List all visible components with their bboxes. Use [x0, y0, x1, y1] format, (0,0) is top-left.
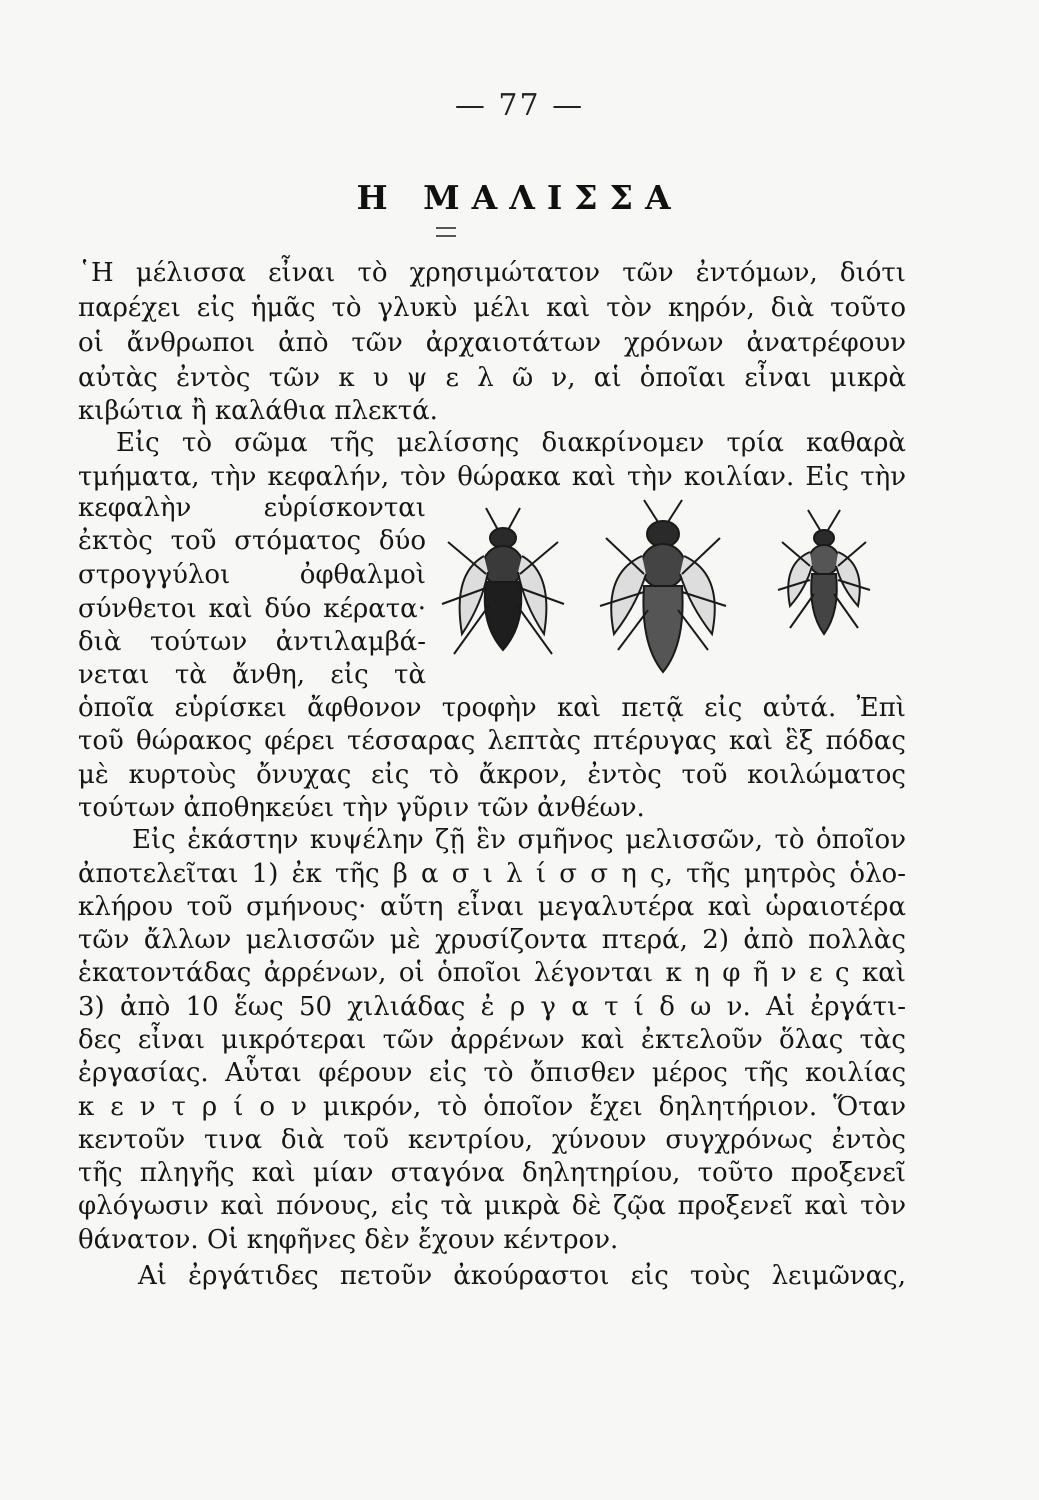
text-line: τοῦ θώρακος φέρει τέσσαρας λεπτὰς πτέρυγας καὶ ἓξ πόδας — [78, 726, 906, 756]
text-line: ἐκτὸς τοῦ στόματος δύο — [78, 526, 426, 556]
text-line: κεντοῦν τινα διὰ τοῦ κεντρίου, χύνουν συγχρόνως ἐντὸς — [78, 1125, 906, 1155]
text-line: κλήρου τοῦ σμήνους· αὕτη εἶναι μεγαλυτέρα καὶ ὡραιοτέρα — [78, 892, 906, 922]
text-line: ῾Η μέλισσα εἶναι τὸ χρησιμώτατον τῶν ἐντόμων, διότι — [78, 258, 906, 288]
text-line: κιβώτια ἢ καλάθια πλεκτά. — [78, 396, 438, 426]
text-line: 3) ἀπὸ 10 ἕως 50 χιλιάδας ἐ ρ γ α τ ί δ ω ν. Αἱ ἐργάτι- — [78, 992, 906, 1022]
queen-bee-figure — [442, 508, 564, 654]
text-line: αὐτὰς ἐντὸς τῶν κ υ ψ ε λ ῶ ν, αἱ ὁποῖαι εἶναι μικρὰ — [78, 363, 906, 393]
text-line: ἀποτελεῖται 1) ἐκ τῆς β α σ ι λ ί σ σ η ς, τῆς μητρὸς ὁλο- — [78, 859, 906, 889]
drone-bee-figure — [600, 500, 726, 672]
text-line: στρογγύλοι ὀφθαλμοὶ — [78, 560, 426, 590]
text-line: ὁποῖα εὑρίσκει ἄφθονον τροφὴν καὶ πετᾷ εἰς αὐτά. Ἐπὶ — [78, 693, 906, 723]
chapter-heading: Η ΜΑΛΙΣΣΑ — [356, 178, 683, 217]
text-line: τούτων ἀποθηκεύει τὴν γῦριν τῶν ἀνθέων. — [78, 793, 645, 823]
text-line: τῆς πληγῆς καὶ μίαν σταγόνα δηλητηρίου, τοῦτο προξενεῖ — [78, 1158, 906, 1188]
text-line: νεται τὰ ἄνθη, εἰς τὰ — [78, 660, 426, 690]
text-line: κ ε ν τ ρ ί ο ν μικρόν, τὸ ὁποῖον ἔχει δηλητήριον. Ὅταν — [78, 1092, 906, 1122]
text-line: οἱ ἄνθρωποι ἀπὸ τῶν ἀρχαιοτάτων χρόνων ἀνατρέφουν — [78, 328, 906, 358]
text-line: ἐργασίας. Αὗται φέρουν εἰς τὸ ὄπισθεν μέρος τῆς κοιλίας — [78, 1058, 906, 1088]
bees-figure — [432, 494, 892, 684]
text-line: θάνατον. Οἱ κηφῆνες δὲν ἔχουν κέντρον. — [78, 1225, 619, 1255]
text-line: μὲ κυρτοὺς ὄνυχας εἰς τὸ ἄκρον, ἐντὸς τοῦ κοιλώματος — [78, 760, 906, 790]
text-line: φλόγωσιν καὶ πόνους, εἰς τὰ μικρὰ δὲ ζῷα προξενεῖ καὶ τὸν — [78, 1191, 906, 1221]
page-number: — 77 — — [454, 88, 585, 123]
heading-underline — [436, 227, 456, 237]
worker-bee-figure — [778, 510, 870, 634]
bee-illustration — [432, 494, 892, 684]
text-line: τῶν ἄλλων μελισσῶν μὲ χρυσίζοντα πτερά, 2) ἀπὸ πολλὰς — [78, 925, 906, 955]
text-line: Εἰς ἑκάστην κυψέλην ζῇ ἓν σμῆνος μελισσῶν, τὸ ὁποῖον — [132, 825, 906, 855]
text-line: διὰ τούτων ἀντιλαμβά- — [78, 627, 426, 657]
text-line: σύνθετοι καὶ δύο κέρατα· — [78, 594, 426, 624]
text-line: Εἰς τὸ σῶμα τῆς μελίσσης διακρίνομεν τρία καθαρὰ — [116, 428, 906, 458]
text-line: τμήματα, τὴν κεφαλήν, τὸν θώρακα καὶ τὴν κοιλίαν. Εἰς τὴν — [78, 462, 906, 492]
text-line: Αἱ ἐργάτιδες πετοῦν ἀκούραστοι εἰς τοὺς λειμῶνας, — [138, 1261, 906, 1291]
text-line: παρέχει εἰς ἡμᾶς τὸ γλυκὺ μέλι καὶ τὸν κηρόν, διὰ τοῦτο — [78, 293, 906, 323]
text-line: κεφαλὴν εὑρίσκονται — [78, 493, 426, 523]
text-line: ἑκατοντάδας ἀρρένων, οἱ ὁποῖοι λέγονται κ η φ ῆ ν ε ς καὶ — [78, 958, 906, 988]
text-line: δες εἶναι μικρότεραι τῶν ἀρρένων καὶ ἐκτελοῦν ὅλας τὰς — [78, 1025, 906, 1055]
